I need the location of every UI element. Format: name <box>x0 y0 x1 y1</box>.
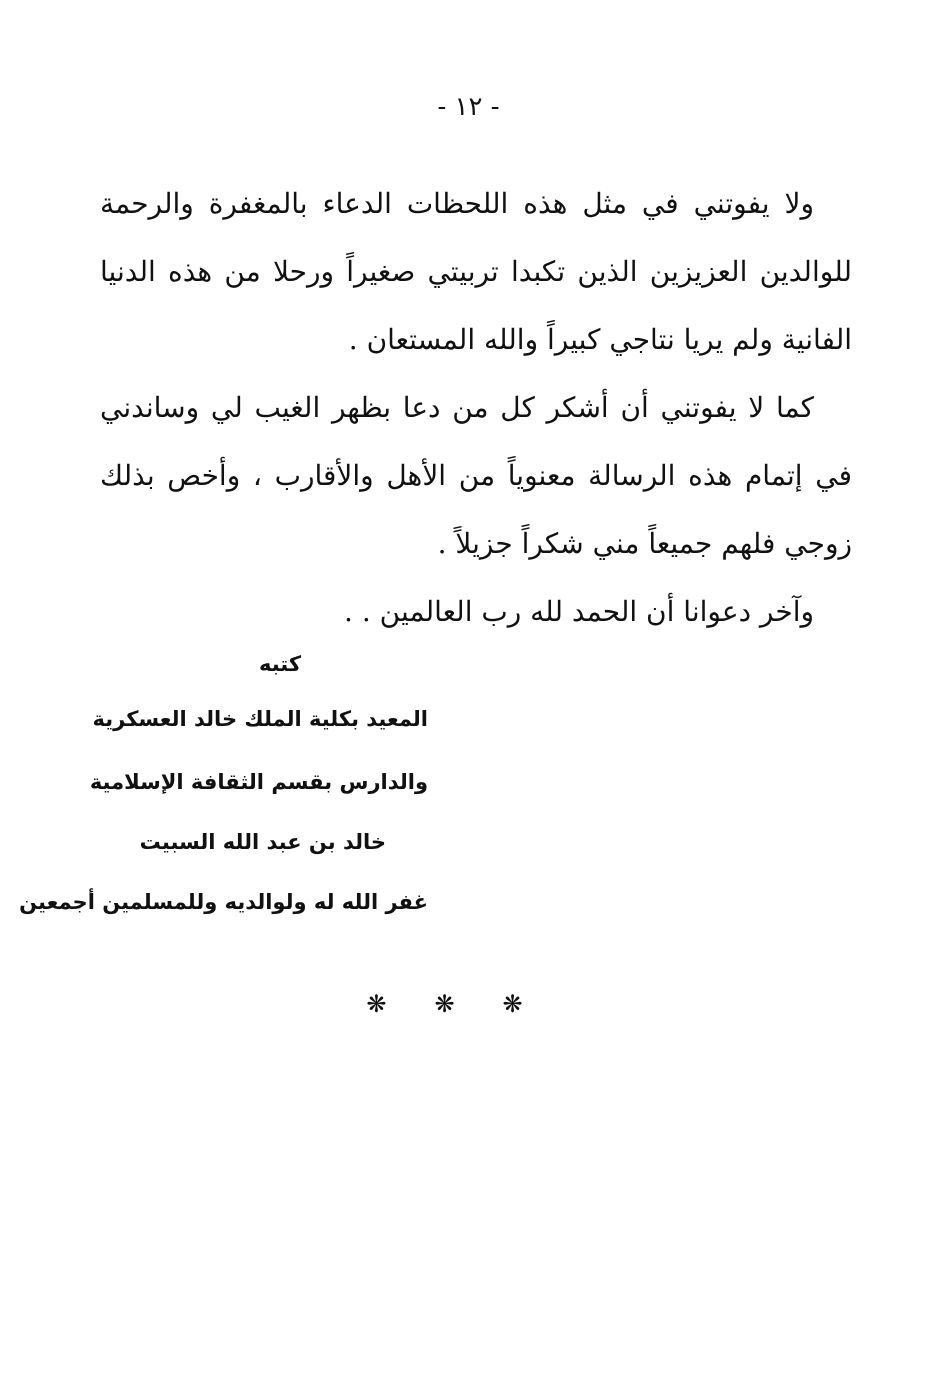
signature-line-position: المعيد بكلية الملك خالد العسكرية <box>92 707 428 731</box>
page-number: - ١٢ - <box>437 92 500 122</box>
ornament-divider-icon: ❋❋❋ <box>366 990 571 1018</box>
signature-line-department: والدارس بقسم الثقافة الإسلامية <box>89 770 428 794</box>
signature-label: كتبه <box>258 652 302 676</box>
paragraph-prayer-for-parents: ولا يفوتني في مثل هذه اللحظات الدعاء بالمغفرة والرحمة للوالدين العزيزين الذين تكبدا تربيتي صغيراً ورحلا من هذه الدنيا الفانية ولم يريا نتاجي كبيراً والله المستعان . <box>100 187 852 356</box>
signature-line-author-name: خالد بن عبد الله السبيت <box>139 830 386 854</box>
paragraph-closing: وآخر دعوانا أن الحمد لله رب العالمين . . <box>344 595 814 628</box>
paragraph-thanks: كما لا يفوتني أن أشكر كل من دعا بظهر الغيب لي وساندني في إتمام هذه الرسالة معنوياً من الأهل والأقارب ، وأخص بذلك زوجي فلهم جميعاً مني شكراً جزيلاً . <box>100 391 852 560</box>
signature-line-prayer: غفر الله له ولوالديه وللمسلمين أجمعين <box>19 890 428 914</box>
